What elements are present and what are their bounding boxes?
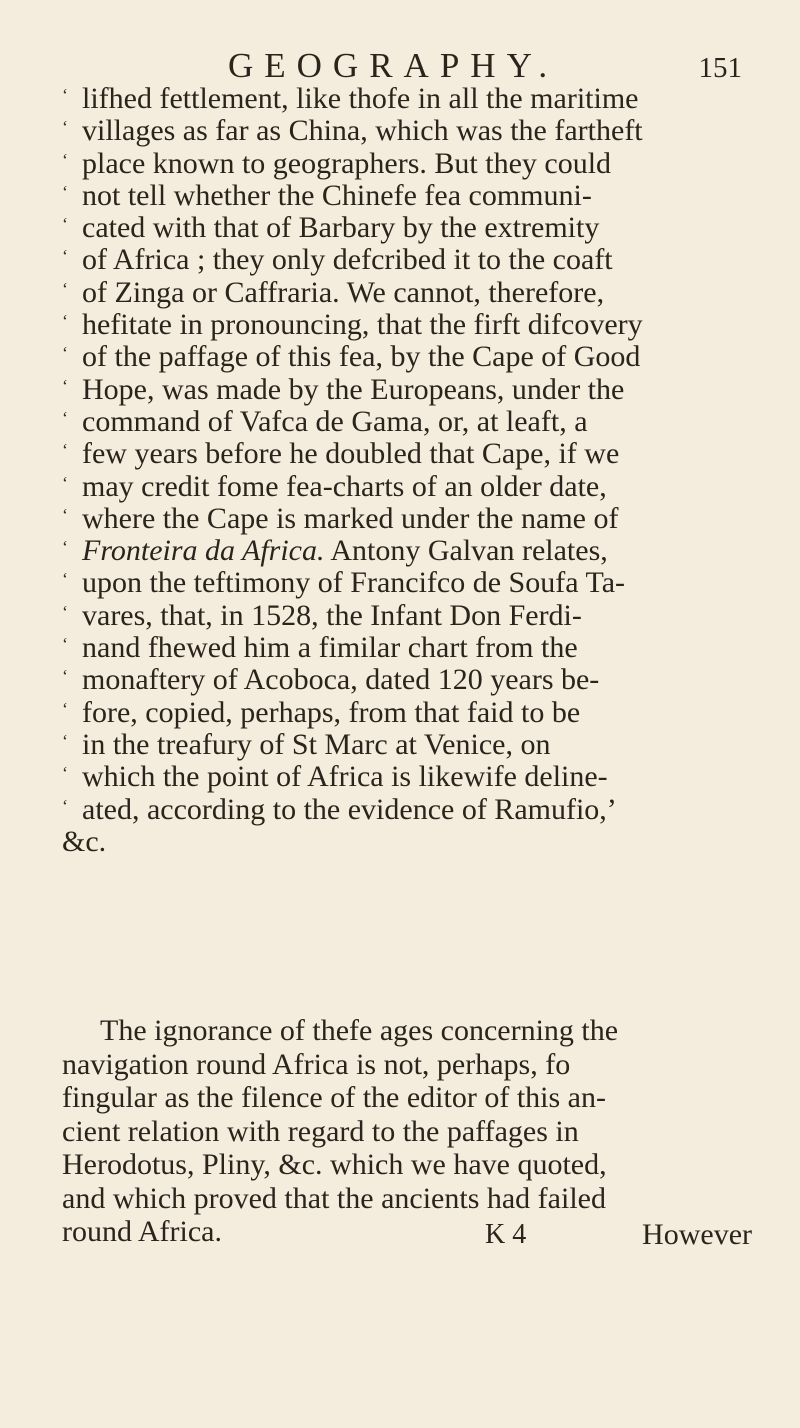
quote-mark: ‘ [62, 763, 68, 784]
quote-mark: ‘ [62, 278, 68, 299]
line-text: may credit fome fea-charts of an older date, [82, 469, 607, 503]
line-text: villages as far as China, which was the fartheft [82, 114, 643, 148]
line-text: where the Cape is marked under the name of [82, 501, 619, 535]
text-line [62, 826, 752, 858]
line-text: ated, according to the evidence of Ramufio,’ [82, 792, 617, 826]
catchword: However [642, 1218, 752, 1251]
quoted-passage [62, 83, 752, 858]
page-number: 151 [698, 52, 742, 84]
text-line [62, 1048, 752, 1082]
quote-mark: ‘ [62, 601, 68, 622]
line-text: hefitate in pronouncing, that the firft difcovery [82, 308, 643, 342]
line-text: of the paffage of this fea, by the Cape of Good [82, 340, 641, 374]
text-line [62, 244, 752, 276]
text-line [62, 83, 752, 115]
text-line [62, 632, 752, 664]
quote-mark: ‘ [62, 730, 68, 751]
quote-mark: ‘ [62, 504, 68, 525]
quote-mark: ‘ [62, 117, 68, 138]
italic-phrase: Fronteira da Africa. [82, 534, 325, 568]
text-line [62, 794, 752, 826]
line-text: monaftery of Acoboca, dated 120 years be- [82, 663, 600, 697]
text-line [62, 600, 752, 632]
line-text: nand fhewed him a fimilar chart from the [82, 631, 578, 665]
line-text: Herodotus, Pliny, &c. which we have quoted, [62, 1148, 607, 1181]
text-line [62, 503, 752, 535]
quote-mark: ‘ [62, 311, 68, 332]
signature-mark: K 4 [485, 1219, 527, 1250]
text-line [62, 761, 752, 793]
text-line [62, 535, 752, 567]
line-text: and which proved that the ancients had failed [62, 1181, 606, 1215]
quote-mark: ‘ [62, 214, 68, 235]
line-text: of Zinga or Caffraria. We cannot, therefore, [82, 275, 605, 309]
line-text: place known to geographers. But they could [82, 146, 612, 180]
line-text-rest: Antony Galvan relates, [324, 534, 608, 568]
quote-mark: ‘ [62, 569, 68, 590]
line-text: fore, copied, perhaps, from that faid to be [82, 695, 581, 729]
quote-mark: ‘ [62, 472, 68, 493]
line-text: Hope, was made by the Europeans, under the [82, 372, 625, 406]
line-text: in the treafury of St Marc at Venice, on [82, 727, 551, 761]
line-text: navigation round Africa is not, perhaps, fo [62, 1047, 571, 1081]
line-text: cient relation with regard to the paffages in [62, 1114, 579, 1148]
text-line [62, 1115, 752, 1149]
text-line [62, 212, 752, 244]
quote-mark: ‘ [62, 537, 68, 558]
quote-mark: ‘ [62, 375, 68, 396]
text-line [62, 729, 752, 761]
line-text: lifhed fettlement, like thofe in all the maritime [82, 82, 639, 115]
text-line [62, 1014, 752, 1048]
running-head [228, 46, 742, 86]
text-line [62, 471, 752, 503]
text-line [62, 1148, 752, 1182]
text-line [62, 697, 752, 729]
quote-mark: ‘ [62, 666, 68, 687]
text-line [62, 1182, 752, 1216]
text-line [62, 148, 752, 180]
line-text: cated with that of Barbary by the extremity [82, 211, 600, 245]
line-text: not tell whether the Chinefe fea communi- [82, 178, 592, 212]
line-text: fingular as the filence of the editor of this an- [62, 1081, 606, 1114]
quote-mark: ‘ [62, 634, 68, 655]
quote-mark: ‘ [62, 149, 68, 170]
text-line [62, 438, 752, 470]
line-text: round Africa. [62, 1215, 222, 1248]
text-line [62, 277, 752, 309]
text-line [62, 374, 752, 406]
text-line [62, 341, 752, 373]
line-text: command of Vafca de Gama, or, at leaft, a [82, 404, 588, 438]
page-footer [62, 1217, 752, 1255]
quote-mark: ‘ [62, 85, 68, 105]
text-line [62, 180, 752, 212]
quote-mark: ‘ [62, 246, 68, 267]
text-line [62, 567, 752, 599]
quote-mark: ‘ [62, 181, 68, 202]
text-line [62, 309, 752, 341]
text-line [62, 406, 752, 438]
text-line [62, 115, 752, 147]
quote-mark: ‘ [62, 440, 68, 461]
quote-mark: ‘ [62, 343, 68, 364]
line-text [82, 535, 608, 567]
text-line [62, 664, 752, 696]
line-text: upon the teftimony of Francifco de Soufa Ta- [82, 566, 626, 600]
line-text: The ignorance of thefe ages concerning the [100, 1014, 619, 1047]
quote-mark: ‘ [62, 698, 68, 719]
line-text: which the point of Africa is likewife deline- [82, 760, 608, 794]
line-text: &c. [62, 824, 107, 858]
line-text: of Africa ; they only defcribed it to the coaft [82, 243, 613, 277]
text-line [62, 1081, 752, 1115]
line-text: few years before he doubled that Cape, if we [82, 437, 620, 471]
quote-mark: ‘ [62, 795, 68, 816]
quote-mark: ‘ [62, 407, 68, 428]
body-paragraph [62, 1014, 752, 1249]
line-text: vares, that, in 1528, the Infant Don Ferdi- [82, 598, 582, 632]
running-title: GEOGRAPHY. [228, 46, 559, 85]
